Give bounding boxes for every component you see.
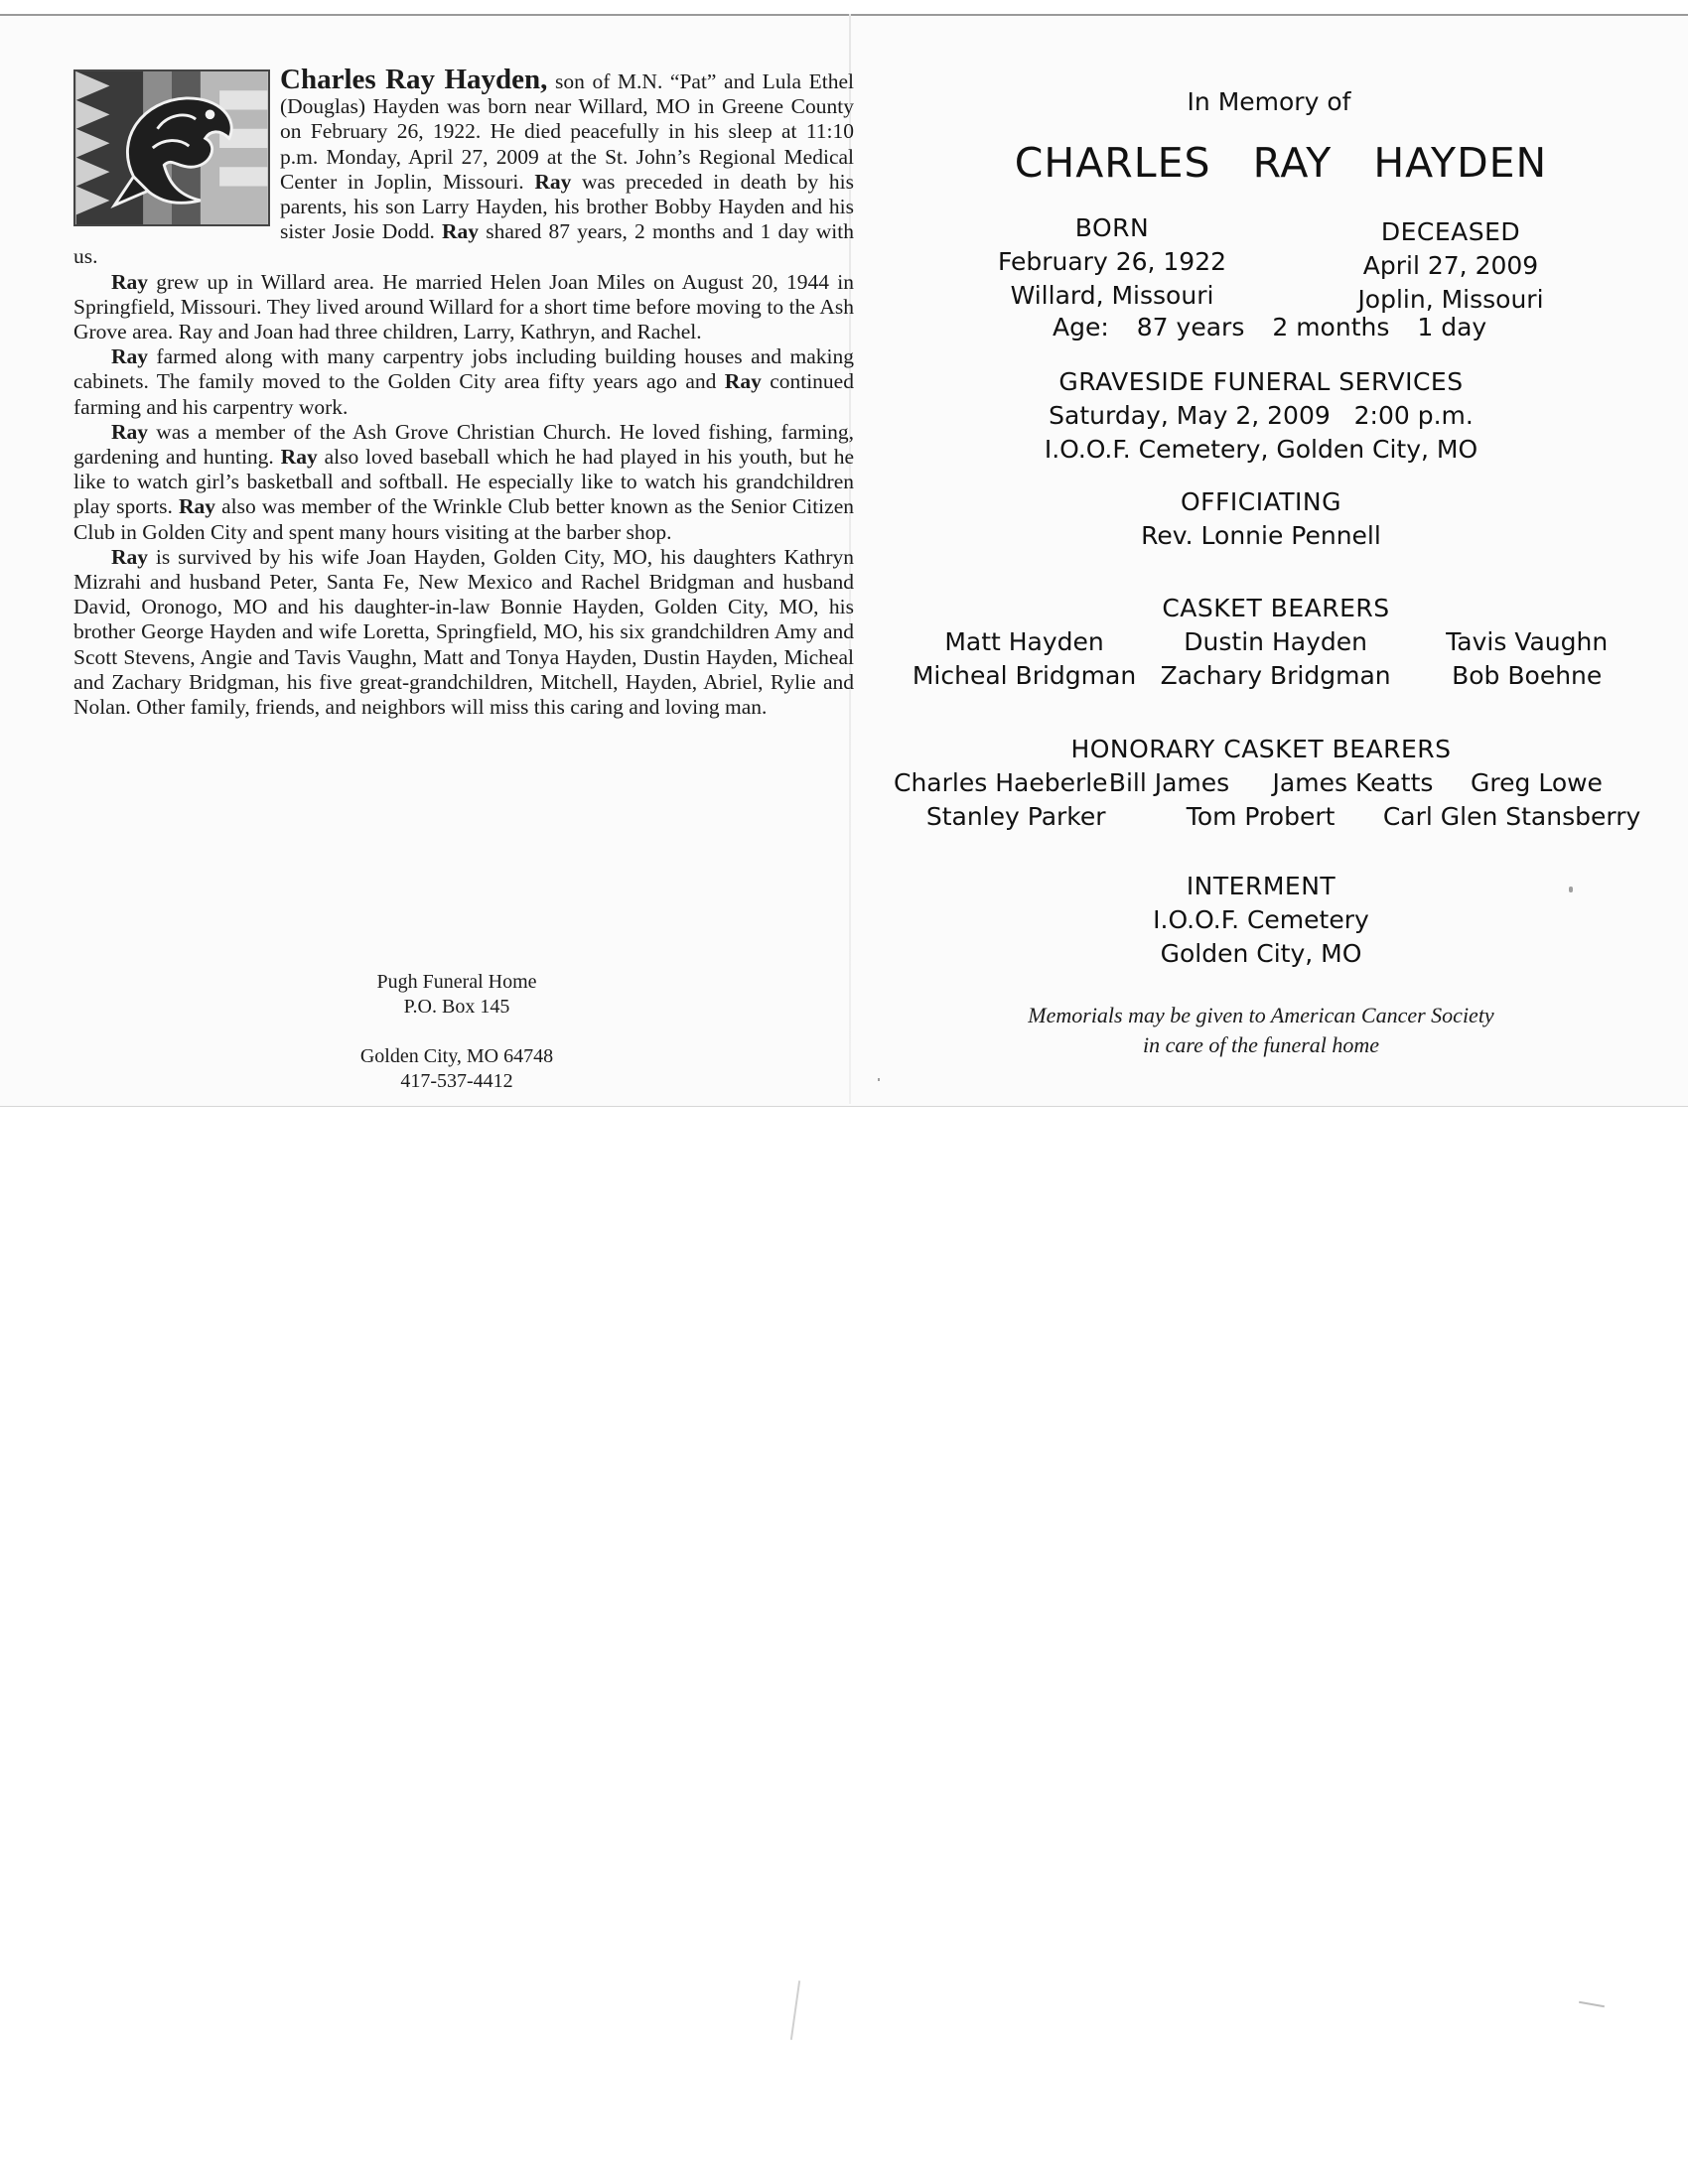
interment-city: Golden City, MO — [1160, 939, 1362, 968]
scan-mark — [790, 1980, 800, 2040]
funeral-home-street — [228, 995, 685, 1069]
officiant-name: Rev. Lonnie Pennell — [1141, 521, 1381, 550]
in-memory-of: In Memory of — [1187, 87, 1351, 116]
interment-cemetery: I.O.O.F. Cemetery — [1153, 905, 1369, 934]
obit-p4-text: was a member of the Ash Grove Christian Church. He loved fishing, farming, gardening and hunting. — [73, 419, 854, 470]
deceased-label: DECEASED — [1380, 217, 1521, 246]
honorary-casket-bearers — [894, 733, 1641, 834]
officiating-title: OFFICIATING — [1180, 487, 1342, 516]
obituary-text — [73, 64, 854, 720]
obit-p3-text: farmed along with many carpentry jobs including building houses and making cabinets. The family moved to the Golden City area fifty years ago and — [73, 344, 854, 394]
age-days: 1 day — [1417, 313, 1487, 341]
honorary-bearer-name: Charles Haeberle — [894, 768, 1108, 797]
obit-p5-text: is survived by his wife Joan Hayden, Golden City, MO, his daughters Kathryn Mizrahi and husband Peter, Santa Fe, New Mexico and Rachel Bridgman and husband David, Oronogo, MO and his daughter-in-law Bonnie Hayden, Golden City, MO, his brother George Hayden and wife Loretta, Springfield, MO, his six grandchildren Amy and Scott Stevens, Angie and Tavis Vaughn, Matt and Tonya Hayden, Dustin Hayden, Micheal and Zachary Bridgman, his five great-grandchildren, Mitchell, Hayden, Abriel, Rylie and Nolan. Other family, friends, and neighbors will miss this caring and loving man. — [73, 544, 854, 720]
deceased-column — [1297, 215, 1605, 317]
age-line — [953, 313, 1688, 341]
obit-p1-text-b: was preceded in death by his parents, his son Larry Hayden, his brother Bobby Hayden and his sister Josie Dodd. — [280, 169, 854, 244]
leaping-fish-icon — [73, 69, 270, 226]
ray-bold: Ray — [111, 544, 149, 569]
memorials-note — [953, 1001, 1569, 1060]
graveside-date: Saturday, May 2, 2009 — [1049, 401, 1331, 430]
honorary-bearer-name: Bill James — [1108, 768, 1230, 797]
born-place: Willard, Missouri — [1010, 281, 1214, 310]
casket-bearers — [899, 592, 1653, 693]
ray-bold: Ray — [111, 419, 149, 444]
interment-title: INTERMENT — [1186, 872, 1336, 900]
memorials-line1: Memorials may be given to American Cancer Society — [1028, 1003, 1494, 1027]
ray-bold: Ray — [442, 219, 480, 244]
scan-mark — [878, 1078, 880, 1081]
graveside-datetime — [953, 399, 1569, 433]
graveside-services — [953, 365, 1569, 467]
deceased-name-heading: CHARLES RAY HAYDEN — [1014, 139, 1548, 187]
honorary-bearers-row1 — [894, 766, 1628, 800]
casket-bearers-title: CASKET BEARERS — [1162, 594, 1390, 622]
age-label: Age: — [1053, 313, 1109, 341]
deceased-place: Joplin, Missouri — [1357, 285, 1544, 314]
obit-p1-text-c: shared 87 years, 2 months and 1 day with us. — [73, 219, 854, 269]
ray-bold: Ray — [111, 344, 149, 369]
graveside-title: GRAVESIDE FUNERAL SERVICES — [1058, 367, 1464, 396]
honorary-bearers-row2 — [894, 800, 1641, 834]
ray-bold: Ray — [724, 369, 762, 394]
po-box: P.O. Box 145 — [403, 996, 510, 1018]
age-years: 87 years — [1136, 313, 1245, 341]
scan-mark — [1569, 887, 1573, 892]
obit-p4-text-c: also was member of the Wrinkle Club better known as the Senior Citizen Club in Golden City and spent many hours visiting at the barber shop. — [73, 494, 854, 544]
funeral-home-name: Pugh Funeral Home — [376, 971, 537, 993]
obit-p2-text: grew up in Willard area. He married Helen Joan Miles on August 20, 1944 in Springfield, Missouri. They lived around Willard for a short time before moving to the Ash Grove area. Ray and Joan had three children, Larry, Kathryn, and Rachel. — [73, 269, 854, 344]
funeral-home-address — [228, 970, 685, 1094]
graveside-place: I.O.O.F. Cemetery, Golden City, MO — [1044, 435, 1478, 464]
deceased-date: April 27, 2009 — [1362, 251, 1539, 280]
ray-bold: Ray — [111, 269, 149, 294]
bearer-name: Tavis Vaughn — [1446, 627, 1609, 656]
obit-p1-text: son of M.N. “Pat” and Lula Ethel (Douglas) Hayden was born near Willard, MO in Greene County on February 26, 1922. He died peacefully in his sleep at 11:10 p.m. Monday, April 27, 2009 at the St. John’s Regional Medical Center in Joplin, Missouri. — [280, 69, 854, 194]
honorary-bearers-title: HONORARY CASKET BEARERS — [1070, 735, 1452, 763]
memorials-line2: in care of the funeral home — [1142, 1032, 1380, 1057]
bearer-name: Zachary Bridgman — [1160, 661, 1391, 690]
graveside-time: 2:00 p.m. — [1353, 401, 1474, 430]
interment — [1013, 870, 1509, 971]
officiating — [993, 485, 1529, 553]
deceased-name-lead: Charles Ray Hayden, — [280, 64, 548, 95]
bearer-name: Bob Boehne — [1452, 661, 1603, 690]
obit-p3-text-b: continued farming and his carpentry work. — [73, 369, 854, 419]
city-zip: Golden City, MO 64748 — [359, 1045, 554, 1067]
ray-bold: Ray — [280, 445, 318, 470]
ray-bold: Ray — [534, 169, 572, 194]
born-label: BORN — [1074, 213, 1150, 242]
funeral-home-phone: 417-537-4412 — [400, 1070, 513, 1092]
casket-bearers-list — [899, 625, 1653, 693]
bearer-name: Matt Hayden — [944, 627, 1104, 656]
scan-mark — [1579, 2001, 1605, 2007]
honorary-bearer-name: Carl Glen Stansberry — [1382, 802, 1641, 831]
bearer-name: Dustin Hayden — [1184, 627, 1367, 656]
born-column — [953, 211, 1271, 313]
honorary-bearer-name: Greg Lowe — [1471, 768, 1603, 797]
ray-bold: Ray — [178, 494, 216, 519]
born-date: February 26, 1922 — [997, 247, 1227, 276]
honorary-bearer-name: James Keatts — [1272, 768, 1434, 797]
honorary-bearer-name: Stanley Parker — [925, 802, 1106, 831]
obit-p4-text-b: also loved baseball which he had played in his youth, but he like to watch girl’s basketball and softball. He especially like to watch his grandchildren play sports. — [73, 445, 854, 519]
honorary-bearer-name: Tom Probert — [1186, 802, 1336, 831]
age-months: 2 months — [1272, 313, 1390, 341]
bearer-name: Micheal Bridgman — [912, 661, 1137, 690]
